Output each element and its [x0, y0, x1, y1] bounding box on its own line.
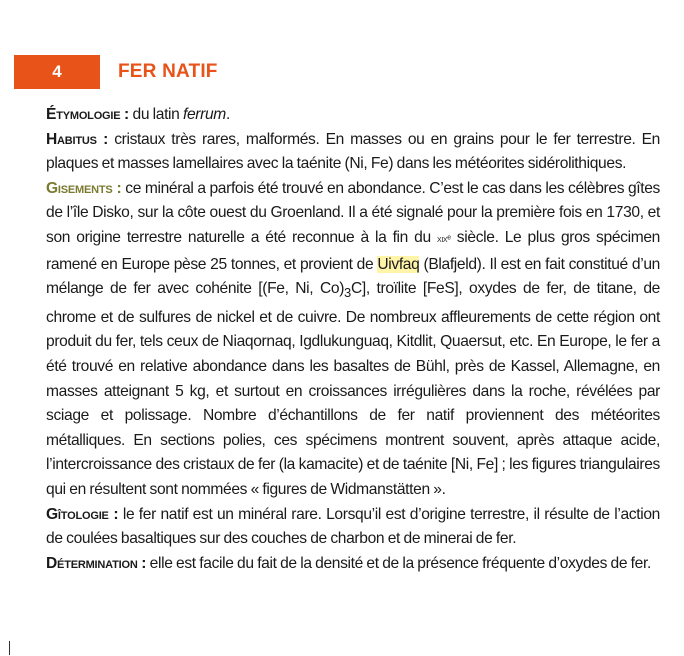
highlighted-word[interactable]: Uivfaq	[377, 255, 420, 273]
formula-subscript: 3	[344, 285, 351, 301]
etymologie-text-after: .	[225, 106, 230, 123]
habitus-paragraph	[46, 128, 660, 177]
article-body	[46, 103, 660, 576]
section-header	[14, 55, 269, 89]
text-cursor	[9, 641, 10, 655]
gitologie-paragraph	[46, 503, 660, 552]
gisements-text-3: (Blafjeld). Il est en fait constitué d’un mélange de fer avec cohénite [(Fe, Ni, Co)	[46, 255, 660, 298]
gisements-label: Gisements :	[46, 179, 122, 197]
gitologie-label: Gîtologie :	[46, 505, 119, 523]
etymologie-latin-word: ferrum	[182, 106, 226, 123]
etymologie-text-before: du latin	[129, 106, 183, 123]
gitologie-text: le fer natif est un minéral rare. Lorsqu’il est d’origine terrestre, il résulte de l’action de coulées basaltiques sur des couches de charbon et de minerai de fer.	[46, 505, 660, 548]
habitus-label: Habitus :	[46, 130, 109, 148]
gisements-text-1: ce minéral a parfois été trouvé en abondance. C’est le cas dans les célèbres gîtes de l’île Disko, sur la côte ouest du Groenland. Il a été signalé pour la première fois en 1730, et son origine terrestre naturelle a été reconnue à la fin du	[46, 179, 660, 246]
gisements-text-4: C], troïlite [FeS], oxydes de fer, de titane, de chrome et de sulfures de nickel et de cuivre. De nombreux affleurements de cette région ont produit du fer, tels ceux de Niaqornaq, Igdlukunguaq, Kitdlit, Quaersut, etc. En Europe, le fer a été trouvé en relative abondance dans les basaltes de Bühl, près de Kassel, Allemagne, en masses atteignant 5 kg, et surtout en croissances irrégulières dans la roche, révélées par sciage et polissage. Nombre d’échantillons de fer natif proviennent des météorites métalliques. En sections polies, ces spécimens montrent souvent, après attaque acide, l’intercroissance des cristaux de fer (la kamacite) et de taénite [Ni, Fe] ; les figures triangulaires qui en résultent sont nommées « figures de Widmanstätten ».	[46, 280, 660, 499]
habitus-text: cristaux très rares, malformés. En masses ou en grains pour le fer terrestre. En plaques et masses lamellaires avec la taénite (Ni, Fe) dans les météorites sidérolithiques.	[46, 130, 660, 173]
section-number-badge: 4	[14, 55, 100, 89]
etymologie-paragraph	[46, 103, 660, 128]
gisements-paragraph	[46, 177, 660, 503]
century-numeral: xixᵉ	[437, 233, 451, 245]
determination-label: Détermination :	[46, 554, 147, 572]
determination-paragraph	[46, 552, 660, 577]
determination-text: elle est facile du fait de la densité et de la présence fréquente d’oxydes de fer.	[146, 554, 651, 572]
etymologie-label: Étymologie :	[46, 106, 130, 123]
gisements-text-2: siècle. Le plus gros spécimen ramené en Europe pèse 25 tonnes, et provient de	[46, 228, 660, 273]
section-title: FER NATIF	[118, 61, 218, 82]
